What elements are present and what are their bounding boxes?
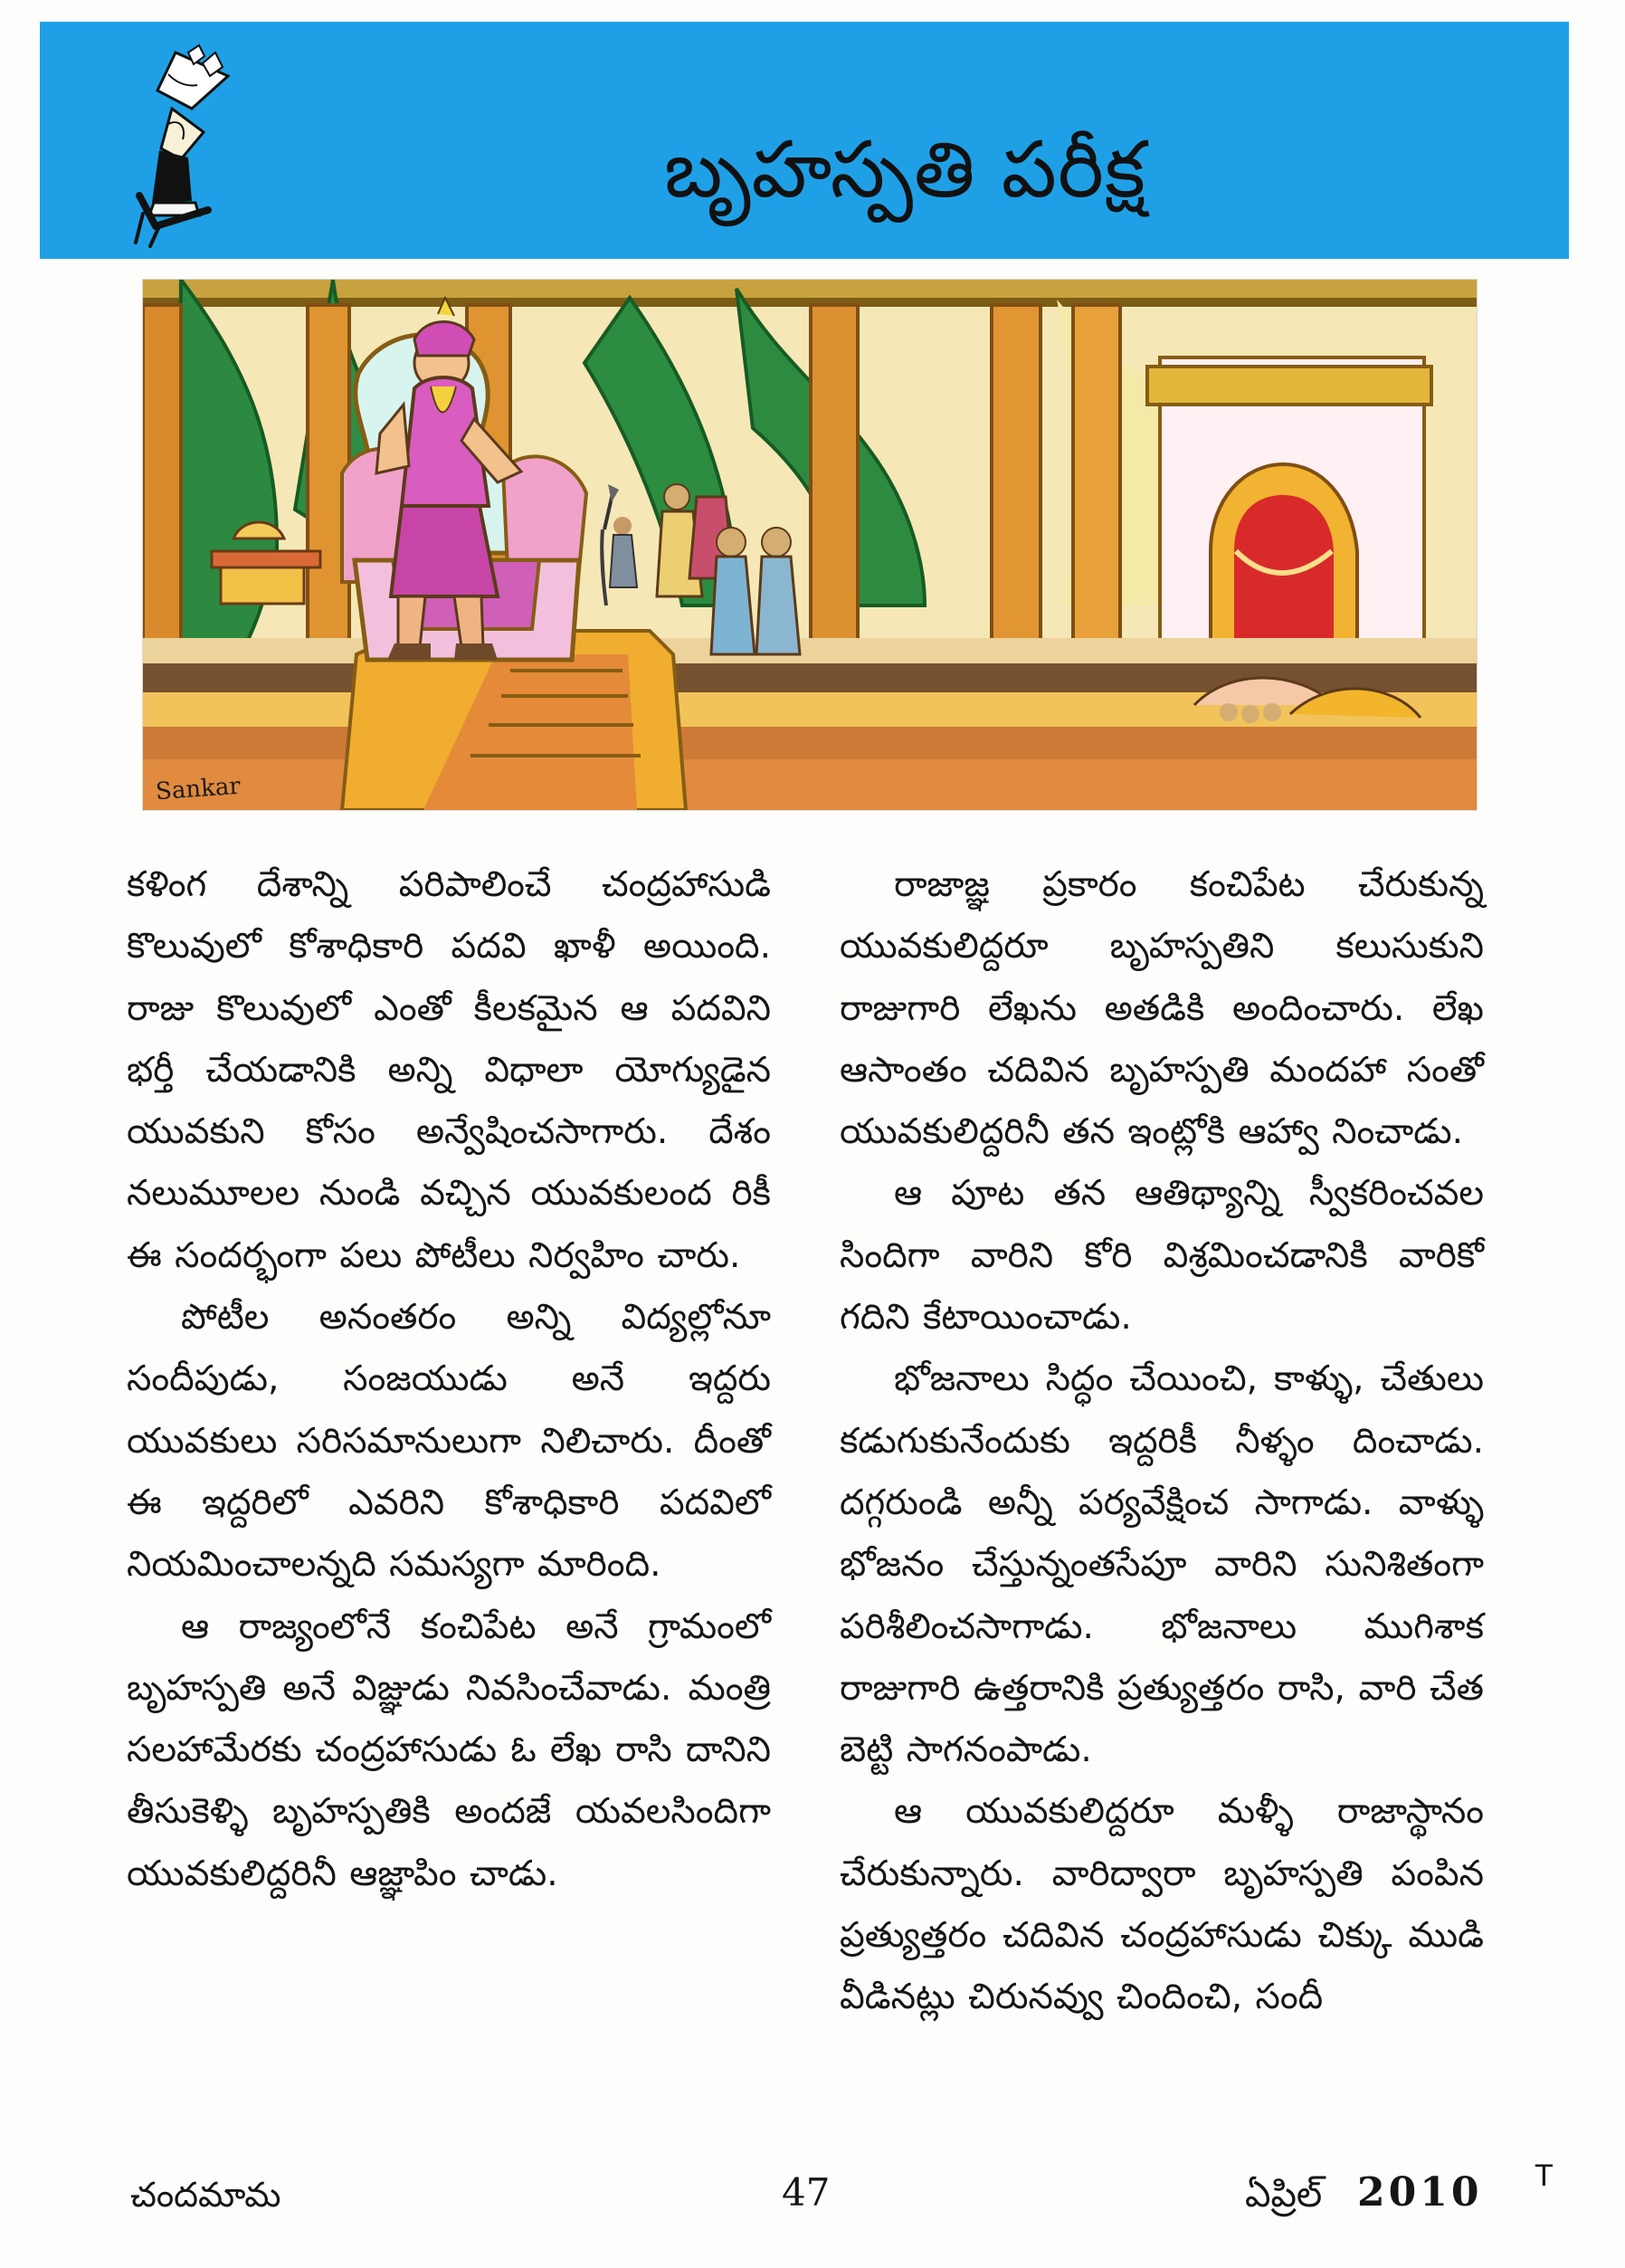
fountain-pen-icon [121, 42, 266, 250]
artist-signature: Sankar [155, 772, 242, 806]
page-number: 47 [782, 2170, 831, 2215]
left-article-column [127, 854, 771, 1905]
article-paragraph: ఆ యువకులిద్దరూ మళ్ళీ రాజాస్థానం చేరుకున్నారు. వారిద్వారా బృహస్పతి పంపిన ప్రత్యుత్తరం చదివిన చంద్రహాసుడు చిక్కు ముడి వీడినట్లు చిరునవ్వు చిందించి, సందీ [840, 1791, 1484, 2018]
article-paragraph: ఆ రాజ్యంలోనే కంచిపేట అనే గ్రామంలో బృహస్పతి అనే విజ్ఞుడు నివసించేవాడు. మంత్రి సలహామేరకు చంద్రహాసుడు ఓ లేఖ రాసి దానిని తీసుకెళ్ళి బృహస్పతికి అందజే యవలసిందిగా యువకులిద్దరినీ ఆజ్ఞాపిం చాడు. [127, 1606, 771, 1894]
article-paragraph: భోజనాలు సిద్ధం చేయించి, కాళ్ళు, చేతులు కడుగుకునేందుకు ఇద్దరికీ నీళ్ళం దించాడు. దగ్గరుండి అన్నీ పర్యవేక్షించ సాగాడు. వాళ్ళు భోజనం చేస్తున్నంతసేపూ వారిని సునిశితంగా పరిశీలించసాగాడు. భోజనాలు ముగిశాక రాజుగారి ఉత్తరానికి ప్రత్యుత్తరం రాసి, వారి చేత బెట్టి సాగనంపాడు. [840, 1358, 1484, 1771]
corner-mark: T [1535, 2158, 1554, 2193]
issue-year: 2010 [1357, 2169, 1483, 2216]
issue-month: ఏప్రిల్ [1245, 2174, 1323, 2216]
article-paragraph: పోటీల అనంతరం అన్ని విద్యల్లోనూ సందీపుడు, సంజయుడు అనే ఇద్దరు యువకులు సరిసమానులుగా నిలిచారు. దీంతో ఈ ఇద్దరిలో ఎవరిని కోశాధికారి పదవిలో నియమించాలన్నది సమస్యగా మారింది. [127, 1297, 771, 1586]
page-title: బృహస్పతి పరీక్ష [664, 125, 1146, 215]
article-paragraph: కళింగ దేశాన్ని పరిపాలించే చంద్రహాసుడి కొలువులో కోశాధికారి పదవి ఖాళీ అయింది. రాజు కొలువులో ఎంతో కీలకమైన ఆ పదవిని భర్తీ చేయడానికి అన్ని విధాలా యోగ్యుడైన యువకుని కోసం అన్వేషించసాగారు. దేశం నలుమూలల నుండి వచ్చిన యువకులంద రికీ ఈ సందర్భంగా పలు పోటీలు నిర్వహిం చారు. [127, 864, 771, 1276]
magazine-name: చందమామ [130, 2175, 281, 2215]
court-scene-image [143, 280, 1477, 810]
court-illustration [142, 279, 1478, 811]
right-article-column [840, 854, 1484, 2029]
article-paragraph: ఆ పూట తన ఆతిథ్యాన్ని స్వీకరించవల సిందిగా వారిని కోరి విశ్రమించడానికి వారికో గదిని కేటాయించాడు. [840, 1173, 1484, 1339]
title-banner [40, 22, 1569, 259]
article-paragraph: రాజాజ్ఞ ప్రకారం కంచిపేట చేరుకున్న యువకులిద్దరూ బృహస్పతిని కలుసుకుని రాజుగారి లేఖను అతడికి అందించారు. లేఖ ఆసాంతం చదివిన బృహస్పతి మందహా సంతో యువకులిద్దరినీ తన ఇంట్లోకి ఆహ్వా నించాడు. [840, 864, 1484, 1153]
